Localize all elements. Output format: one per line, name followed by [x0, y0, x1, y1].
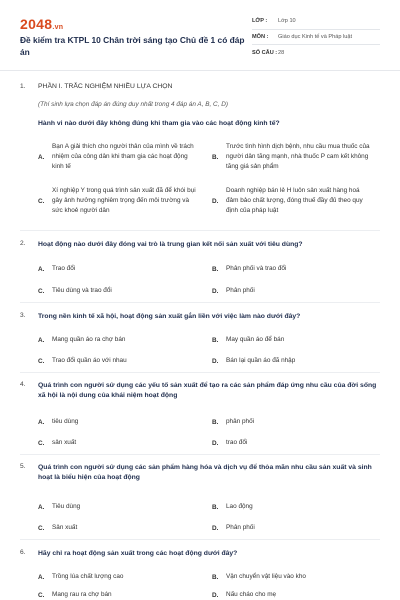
- option-letter: B.: [212, 503, 219, 511]
- option-text: Bạn A giải thích cho người thân của mình về trách nhiệm của công dân khi tham gia các hoạt động kinh tế: [52, 143, 194, 170]
- option-text: Xí nghiệp Y trong quá trình sản xuất đã để khói bụi gây ảnh hưởng nghiêm trọng đến môi trường và sức khoẻ người dân: [52, 187, 196, 214]
- option-text: Lao động: [226, 503, 253, 510]
- option-text: Trước tình hình dịch bệnh, nhu cầu mua thuốc của người dân tăng mạnh, nhà thuốc P cam kết không tăng giá sản phẩm: [226, 143, 370, 170]
- option-text: Nấu cháo cho mẹ: [226, 591, 277, 598]
- option-text: Sản xuất: [52, 524, 78, 531]
- option-d[interactable]: [212, 286, 255, 296]
- option-c[interactable]: [38, 286, 112, 296]
- option-b[interactable]: [212, 417, 254, 427]
- option-letter: D.: [212, 439, 219, 447]
- meta-row-count: [252, 45, 380, 61]
- option-letter: B.: [212, 265, 219, 273]
- option-text: Trao đổi quần áo với nhau: [52, 357, 127, 364]
- option-letter: A.: [38, 573, 45, 581]
- option-text: Trồng lúa chất lượng cao: [52, 573, 124, 580]
- question-text: Quá trình con người sử dụng các sản phẩm hàng hóa và dịch vụ để thỏa mãn nhu cầu sản xuất và sinh hoạt là biểu hiện của hoạt động: [38, 464, 372, 481]
- option-letter: B.: [212, 573, 219, 581]
- option-c[interactable]: [38, 438, 76, 448]
- question-divider: [20, 230, 380, 231]
- option-text: trao đổi: [226, 439, 248, 446]
- meta-value: 28: [278, 49, 285, 56]
- option-c[interactable]: [38, 184, 197, 218]
- question-number: 5.: [20, 463, 26, 470]
- option-text: Phân phối: [226, 287, 255, 294]
- meta-label: LỚP :: [252, 18, 268, 25]
- option-letter: A.: [38, 336, 45, 344]
- option-text: Bán lại quần áo đã nhập: [226, 357, 296, 364]
- option-c[interactable]: [38, 523, 77, 533]
- option-text: Vận chuyển vật liệu vào kho: [226, 573, 306, 580]
- option-text: Mang quần áo ra chợ bán: [52, 336, 126, 343]
- logo-text: 2048: [20, 16, 53, 32]
- question-number: 6.: [20, 549, 26, 556]
- option-text: Phân phối và trao đổi: [226, 265, 287, 272]
- option-a[interactable]: [38, 502, 80, 512]
- logo-suffix: .vn: [52, 24, 64, 31]
- option-a[interactable]: [38, 264, 75, 274]
- exam-meta-table: [252, 14, 380, 61]
- option-b[interactable]: [212, 572, 306, 582]
- meta-label: SỐ CÂU :: [252, 49, 278, 56]
- option-d[interactable]: [212, 438, 247, 448]
- section-title: PHẦN I. TRẮC NGHIỆM NHIỀU LỰA CHỌN: [38, 83, 173, 90]
- option-c[interactable]: [38, 590, 112, 600]
- question-number: 3.: [20, 312, 26, 319]
- question-text: Hoạt động nào dưới đây đóng vai trò là trung gian kết nối sản xuất với tiêu dùng?: [38, 241, 303, 248]
- option-letter: C.: [38, 524, 45, 532]
- option-letter: C.: [38, 591, 45, 599]
- option-a[interactable]: [38, 335, 125, 345]
- section-instruction: (Thí sinh lựa chọn đáp án đúng duy nhất trong 4 đáp án A, B, C, D): [38, 101, 228, 108]
- option-letter: A.: [38, 503, 45, 511]
- meta-label: MÔN :: [252, 33, 269, 40]
- option-text: May quần áo để bán: [226, 336, 285, 343]
- option-letter: D.: [212, 357, 219, 365]
- question-divider: [20, 372, 380, 373]
- option-letter: B.: [212, 336, 219, 344]
- option-letter: D.: [212, 591, 219, 599]
- option-letter: C.: [38, 287, 45, 295]
- option-b[interactable]: [212, 335, 284, 345]
- option-letter: A.: [38, 265, 45, 273]
- meta-row-subject: [252, 30, 380, 46]
- option-c[interactable]: [38, 356, 127, 366]
- meta-row-class: [252, 14, 380, 30]
- option-letter: B.: [212, 418, 219, 426]
- option-a[interactable]: [38, 572, 123, 582]
- meta-value: Giáo dục Kinh tế và Pháp luật: [278, 33, 353, 40]
- option-letter: B.: [212, 153, 219, 161]
- question-text: Trong nền kinh tế xã hội, hoạt động sản xuất gắn liền với việc làm nào dưới đây?: [38, 313, 301, 320]
- option-text: Tiêu dùng: [52, 503, 81, 510]
- question-text: Hãy chỉ ra hoạt động sản xuất trong các hoạt động dưới đây?: [38, 550, 238, 557]
- page-header: [20, 14, 380, 68]
- option-letter: C.: [38, 439, 45, 447]
- option-letter: C.: [38, 357, 45, 365]
- option-text: tiêu dùng: [52, 418, 79, 425]
- option-text: phân phối: [226, 418, 255, 425]
- option-d[interactable]: [212, 356, 295, 366]
- question-text: Quá trình con người sử dụng các yếu tố sản xuất để tạo ra các sản phẩm đáp ứng nhu cầu của đời sống xã hội là nội dung của khái niệm hoạt động: [38, 382, 377, 399]
- option-text: Phân phối: [226, 524, 255, 531]
- question-divider: [20, 302, 380, 303]
- option-d[interactable]: [212, 184, 371, 218]
- option-text: sản xuất: [52, 439, 77, 446]
- option-text: Trao đổi: [52, 265, 76, 272]
- question-divider: [20, 454, 380, 455]
- option-letter: D.: [212, 287, 219, 295]
- meta-value: Lớp 10: [278, 18, 296, 25]
- site-logo[interactable]: [20, 16, 63, 32]
- option-text: Tiêu dùng và trao đổi: [52, 287, 112, 294]
- option-letter: C.: [38, 197, 45, 205]
- question-divider: [20, 539, 380, 540]
- option-letter: A.: [38, 418, 45, 426]
- question-text: Hành vi nào dưới đây không đúng khi tham gia vào các hoạt động kinh tế?: [38, 120, 280, 127]
- header-divider: [0, 70, 400, 71]
- option-letter: A.: [38, 153, 45, 161]
- exam-title: Đề kiểm tra KTPL 10 Chân trời sáng tạo Chủ đề 1 có đáp án: [20, 35, 245, 57]
- option-text: Doanh nghiệp bán lẻ H luôn sản xuất hàng hoá đảm bảo chất lượng, đóng thuế đầy đủ theo quy định của pháp luật: [226, 187, 363, 214]
- option-d[interactable]: [212, 523, 255, 533]
- question-number: 4.: [20, 381, 26, 388]
- question-number: 2.: [20, 240, 26, 247]
- option-b[interactable]: [212, 502, 253, 512]
- option-a[interactable]: [38, 417, 78, 427]
- option-text: Mang rau ra chợ bán: [52, 591, 112, 598]
- option-letter: D.: [212, 524, 219, 532]
- option-letter: D.: [212, 197, 219, 205]
- question-number: 1.: [20, 83, 26, 90]
- option-b[interactable]: [212, 140, 371, 174]
- option-a[interactable]: [38, 140, 197, 174]
- option-d[interactable]: [212, 590, 276, 600]
- option-b[interactable]: [212, 264, 286, 274]
